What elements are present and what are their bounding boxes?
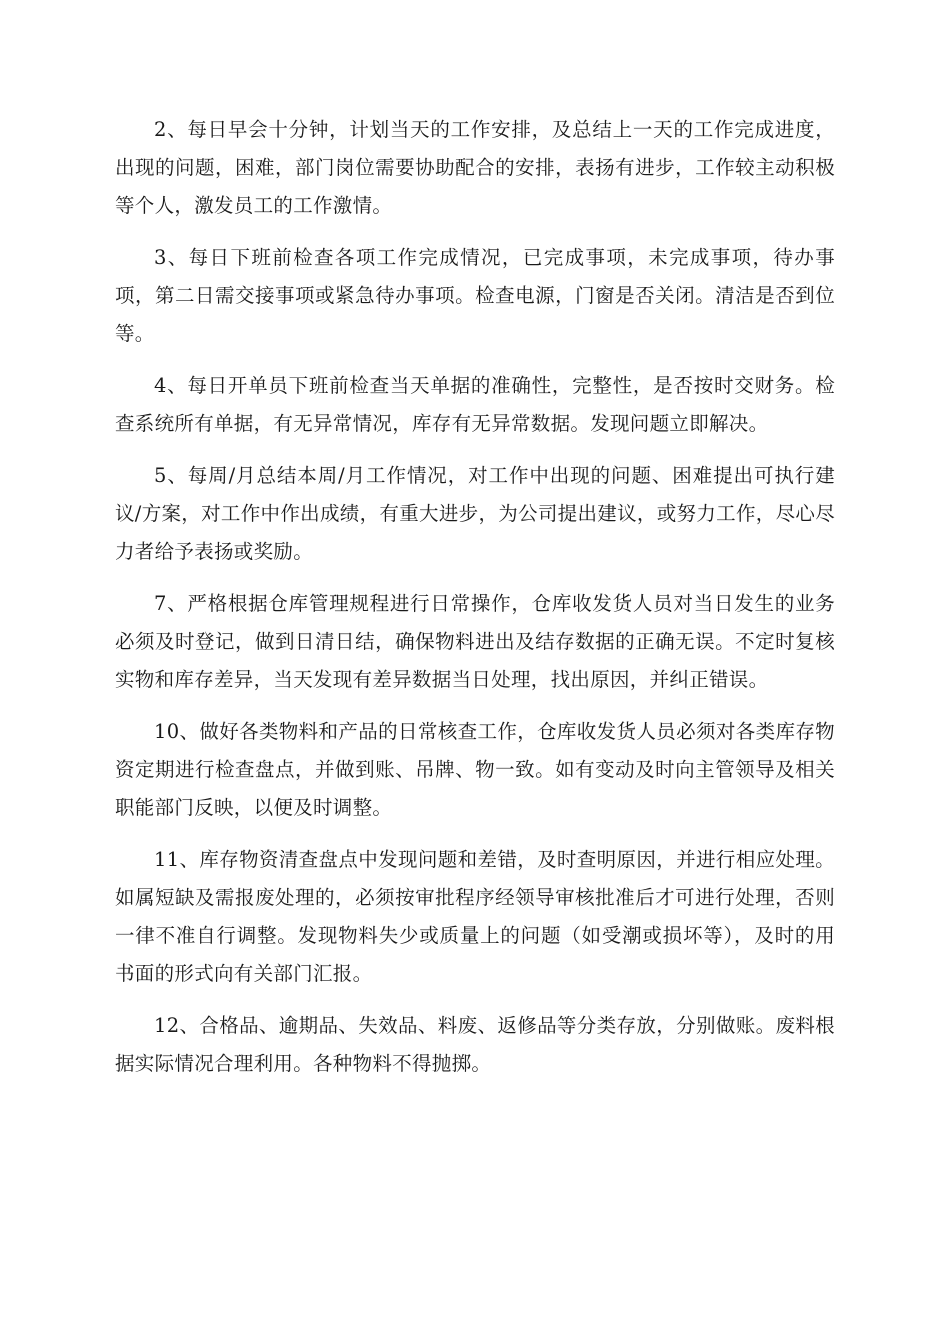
paragraph-item-12: 12、合格品、逾期品、失效品、料废、返修品等分类存放，分别做账。废料根据实际情况合理利用。各种物料不得抛掷。	[115, 1014, 835, 1075]
paragraph-item-5: 5、每周/月总结本周/月工作情况，对工作中出现的问题、困难提出可执行建议/方案，对工作中作出成绩，有重大进步，为公司提出建议，或努力工作，尽心尽力者给予表扬或奖励。	[115, 464, 835, 563]
document-body	[115, 111, 835, 1097]
paragraph-item-4: 4、每日开单员下班前检查当天单据的准确性，完整性，是否按时交财务。检查系统所有单据，有无异常情况，库存有无异常数据。发现问题立即解决。	[115, 374, 835, 435]
paragraph-item-11: 11、库存物资清查盘点中发现问题和差错，及时查明原因，并进行相应处理。如属短缺及需报废处理的，必须按审批程序经领导审核批准后才可进行处理，否则一律不准自行调整。发现物料失少或质量上的问题（如受潮或损坏等），及时的用书面的形式向有关部门汇报。	[115, 848, 835, 985]
paragraph-item-7: 7、严格根据仓库管理规程进行日常操作，仓库收发货人员对当日发生的业务必须及时登记，做到日清日结，确保物料进出及结存数据的正确无误。不定时复核实物和库存差异，当天发现有差异数据当日处理，找出原因，并纠正错误。	[115, 592, 835, 691]
paragraph-item-3: 3、每日下班前检查各项工作完成情况，已完成事项，未完成事项，待办事项，第二日需交接事项或紧急待办事项。检查电源，门窗是否关闭。清洁是否到位等。	[115, 246, 835, 345]
paragraph-item-10: 10、做好各类物料和产品的日常核查工作，仓库收发货人员必须对各类库存物资定期进行检查盘点，并做到账、吊牌、物一致。如有变动及时向主管领导及相关职能部门反映，以便及时调整。	[115, 720, 835, 819]
paragraph-item-2: 2、每日早会十分钟，计划当天的工作安排，及总结上一天的工作完成进度，出现的问题，困难，部门岗位需要协助配合的安排，表扬有进步，工作较主动积极等个人，激发员工的工作激情。	[115, 118, 835, 217]
